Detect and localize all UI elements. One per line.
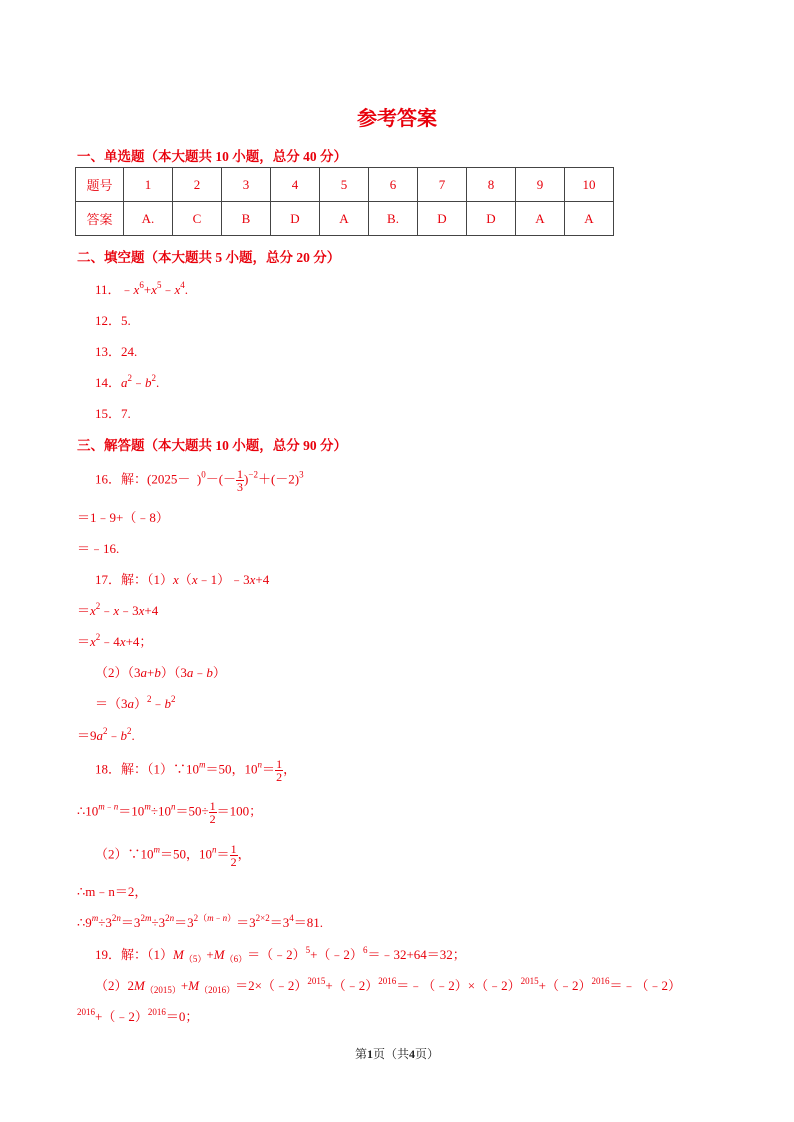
table-cell: 10 <box>565 168 614 202</box>
table-cell: B <box>222 202 271 236</box>
solution-17-line-2: $=x^2﹣x﹣3x+4$ <box>77 601 159 618</box>
solution-18-line-1: 18．解：$(1)\because 10^m=50$，$10^n=$ $\frac{1}{2}$ ， <box>95 757 297 784</box>
table-cell: 5 <box>320 168 369 202</box>
table-row-numbers <box>76 168 614 202</box>
answer-table <box>75 167 614 236</box>
answer-line-11: 11．$﹣x^6+x^5﹣x^4$. <box>95 280 188 297</box>
solution-19-line-3: $^{2016}$+（﹣2）$^{2016}$＝0； <box>77 1007 199 1024</box>
solution-18-line-2: $\therefore 10^{m﹣n}=10^m\div 10^n=50\div$ $\frac{1}{2}$ ＝100； <box>77 799 263 826</box>
table-cell: 9 <box>516 168 565 202</box>
solution-17-line-6: $=9a^2﹣b^2$. <box>77 726 135 743</box>
solution-16-line-3: ＝﹣16. <box>77 541 120 556</box>
table-cell: 1 <box>124 168 173 202</box>
answer-line-12: 12．5. <box>95 313 131 328</box>
solution-19-line-1: 19．解：$(1)M_{(5)}+M_{(6)}=(﹣2)^5+(﹣2)^6=﹣32+64=32$； <box>95 945 466 964</box>
solution-18-line-4: ∴m﹣n＝2， <box>77 884 148 899</box>
section-heading-solutions: 三、解答题（本大题共 10 小题，总分 90 分） <box>77 438 347 453</box>
table-cell: 8 <box>467 168 516 202</box>
solution-18-line-3: $(2)\because 10^m=50$，$10^n=$ $\frac{1}{2}$ ， <box>95 842 251 869</box>
solution-17-line-3: $=x^2﹣4x+4$； <box>77 632 153 649</box>
table-cell: 2 <box>173 168 222 202</box>
solution-17-line-1: 17．解：（1）x（x﹣1）﹣3x+4 <box>95 572 270 587</box>
answer-line-13: 13．24. <box>95 344 138 359</box>
table-cell: 4 <box>271 168 320 202</box>
page-title: 参考答案 <box>357 108 437 130</box>
table-cell: D <box>271 202 320 236</box>
solution-17-line-4: （2）（3a+b）（3a﹣b） <box>95 665 226 680</box>
section-heading-fill-blank: 二、填空题（本大题共 5 小题，总分 20 分） <box>77 250 341 265</box>
table-cell: A <box>565 202 614 236</box>
table-cell: A <box>516 202 565 236</box>
table-cell: A. <box>124 202 173 236</box>
solution-17-line-5: $=(3a)^2﹣b^2$ <box>95 694 176 711</box>
table-cell: 3 <box>222 168 271 202</box>
solution-18-line-5: $\therefore 9^m\div 3^{2n}=3^{2m}\div 3^{2n}=3^{2(m﹣n)}=3^{2\times 2}=3^4=81$. <box>77 913 324 930</box>
solution-16-line-2: ＝1﹣9+（﹣8） <box>77 510 169 525</box>
answer-line-14: 14．$a^2﹣b^2$. <box>95 373 160 390</box>
table-cell: C <box>173 202 222 236</box>
table-header-cell: 题号 <box>76 168 124 202</box>
table-cell: A <box>320 202 369 236</box>
table-cell: 6 <box>369 168 418 202</box>
section-heading-single-choice: 一、单选题（本大题共 10 小题，总分 40 分） <box>77 149 347 164</box>
solution-16-line-1: 16．解：$(2025- )^0-(-$ $\frac{1}{3}$ )$^{-2}+(-2)^3$ <box>95 467 304 494</box>
table-cell: D <box>467 202 516 236</box>
solution-19-line-2: $(2)2M_{(2015)}+M_{(2016)}=2\times(﹣2)^{2015}+(﹣2)^{2016}=﹣(﹣2)\times(﹣2)^{2015}+(﹣2)^{2016}=﹣(﹣2)$ <box>95 976 681 995</box>
table-cell: 7 <box>418 168 467 202</box>
table-cell: D <box>418 202 467 236</box>
answer-line-15: 15．7. <box>95 406 131 421</box>
page-footer: 第1页（共4页） <box>354 1047 440 1061</box>
table-header-cell: 答案 <box>76 202 124 236</box>
table-row-answers <box>76 202 614 236</box>
table-cell: B. <box>369 202 418 236</box>
